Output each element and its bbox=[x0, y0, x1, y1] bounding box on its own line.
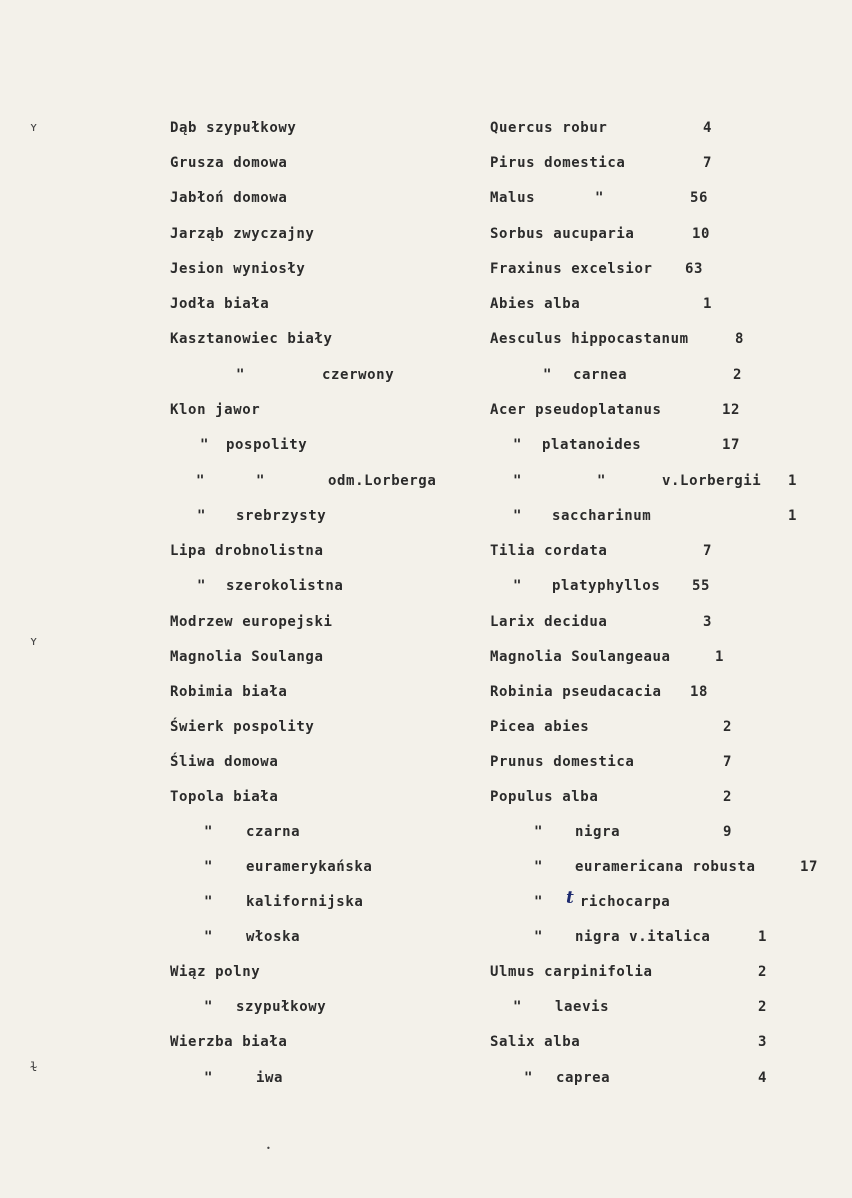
ditto-mark: " bbox=[513, 473, 523, 489]
latin-name: Pirus domestica bbox=[490, 155, 626, 171]
polish-name: Topola biała bbox=[170, 789, 279, 805]
ditto-mark: " bbox=[204, 894, 214, 910]
count: 17 bbox=[800, 859, 819, 875]
latin-name: Quercus robur bbox=[490, 120, 608, 136]
polish-name: Modrzew europejski bbox=[170, 614, 333, 630]
ditto-mark: " bbox=[543, 367, 553, 383]
ditto-mark: " bbox=[204, 859, 214, 875]
polish-name: Klon jawor bbox=[170, 402, 261, 418]
count: 7 bbox=[703, 155, 713, 171]
latin-name: Robinia pseudacacia bbox=[490, 684, 662, 700]
polish-name: Jarząb zwyczajny bbox=[170, 226, 315, 242]
latin-name: laevis bbox=[555, 999, 610, 1015]
latin-name: v.Lorbergii bbox=[662, 473, 762, 489]
polish-name: czerwony bbox=[322, 367, 395, 383]
ditto-mark: " bbox=[236, 367, 246, 383]
count: 2 bbox=[758, 999, 768, 1015]
latin-name: Acer pseudoplatanus bbox=[490, 402, 662, 418]
latin-name: Sorbus aucuparia bbox=[490, 226, 635, 242]
polish-name: Wierzba biała bbox=[170, 1034, 288, 1050]
latin-name: richocarpa bbox=[580, 894, 671, 910]
polish-name: kalifornijska bbox=[246, 894, 364, 910]
polish-name: Kasztanowiec biały bbox=[170, 331, 333, 347]
latin-name: saccharinum bbox=[552, 508, 652, 524]
latin-name: caprea bbox=[556, 1070, 611, 1086]
polish-name: odm.Lorberga bbox=[328, 473, 437, 489]
count: 1 bbox=[703, 296, 713, 312]
count: 1 bbox=[758, 929, 768, 945]
count: 17 bbox=[722, 437, 741, 453]
count: 1 bbox=[788, 473, 798, 489]
count: 9 bbox=[723, 824, 733, 840]
ditto-mark: " bbox=[597, 473, 607, 489]
latin-name: carnea bbox=[573, 367, 628, 383]
ditto-mark: " bbox=[513, 578, 523, 594]
polish-name: Śliwa domowa bbox=[170, 754, 279, 770]
ditto-mark: " bbox=[534, 824, 544, 840]
count: 4 bbox=[758, 1070, 768, 1086]
latin-name: Abies alba bbox=[490, 296, 581, 312]
count: 1 bbox=[788, 508, 798, 524]
polish-name: Wiąz polny bbox=[170, 964, 261, 980]
count: 7 bbox=[723, 754, 733, 770]
ditto-mark: " bbox=[534, 894, 544, 910]
polish-name: Grusza domowa bbox=[170, 155, 288, 171]
ditto-mark: " bbox=[524, 1070, 534, 1086]
count: 12 bbox=[722, 402, 741, 418]
ditto-mark: " bbox=[513, 999, 523, 1015]
polish-name: Robimia biała bbox=[170, 684, 288, 700]
polish-name: Dąb szypułkowy bbox=[170, 120, 297, 136]
latin-name: Ulmus carpinifolia bbox=[490, 964, 653, 980]
count: 55 bbox=[692, 578, 711, 594]
count: 8 bbox=[735, 331, 745, 347]
margin-mark: ɫ bbox=[30, 1060, 38, 1074]
latin-name: platanoides bbox=[542, 437, 642, 453]
page-dot: • bbox=[266, 1144, 271, 1153]
count: 4 bbox=[703, 120, 713, 136]
ditto-mark: " bbox=[595, 190, 605, 206]
count: 2 bbox=[723, 789, 733, 805]
margin-mark: ʏ bbox=[30, 634, 38, 648]
polish-name: euramerykańska bbox=[246, 859, 373, 875]
latin-name: euramericana robusta bbox=[575, 859, 756, 875]
latin-name: Aesculus hippocastanum bbox=[490, 331, 689, 347]
polish-name: srebrzysty bbox=[236, 508, 327, 524]
polish-name: Magnolia Soulanga bbox=[170, 649, 324, 665]
count: 18 bbox=[690, 684, 709, 700]
polish-name: czarna bbox=[246, 824, 301, 840]
latin-name: Fraxinus excelsior bbox=[490, 261, 653, 277]
latin-name: Prunus domestica bbox=[490, 754, 635, 770]
ditto-mark: " bbox=[204, 824, 214, 840]
polish-name: szypułkowy bbox=[236, 999, 327, 1015]
count: 56 bbox=[690, 190, 709, 206]
latin-name: Malus bbox=[490, 190, 536, 206]
polish-name: Lipa drobnolistna bbox=[170, 543, 324, 559]
count: 1 bbox=[715, 649, 725, 665]
latin-name: Magnolia Soulangeaua bbox=[490, 649, 671, 665]
polish-name: Jesion wyniosły bbox=[170, 261, 306, 277]
polish-name: iwa bbox=[256, 1070, 284, 1086]
ditto-mark: " bbox=[204, 999, 214, 1015]
latin-name: Populus alba bbox=[490, 789, 599, 805]
ditto-mark: " bbox=[256, 473, 266, 489]
count: 3 bbox=[758, 1034, 768, 1050]
polish-name: pospolity bbox=[226, 437, 308, 453]
polish-name: Jodła biała bbox=[170, 296, 270, 312]
ditto-mark: " bbox=[197, 508, 207, 524]
ditto-mark: " bbox=[197, 578, 207, 594]
latin-name: Salix alba bbox=[490, 1034, 581, 1050]
count: 63 bbox=[685, 261, 704, 277]
ditto-mark: " bbox=[534, 929, 544, 945]
count: 2 bbox=[723, 719, 733, 735]
ditto-mark: " bbox=[204, 1070, 214, 1086]
count: 2 bbox=[733, 367, 743, 383]
ditto-mark: " bbox=[196, 473, 206, 489]
latin-name: nigra v.italica bbox=[575, 929, 711, 945]
count: 3 bbox=[703, 614, 713, 630]
ditto-mark: " bbox=[513, 508, 523, 524]
margin-mark: ʏ bbox=[30, 120, 38, 134]
polish-name: Świerk pospolity bbox=[170, 719, 315, 735]
polish-name: szerokolistna bbox=[226, 578, 344, 594]
latin-name: Picea abies bbox=[490, 719, 590, 735]
ditto-mark: " bbox=[200, 437, 210, 453]
latin-name: nigra bbox=[575, 824, 621, 840]
handwritten-correction: t bbox=[566, 888, 575, 908]
polish-name: Jabłoń domowa bbox=[170, 190, 288, 206]
polish-name: włoska bbox=[246, 929, 301, 945]
count: 2 bbox=[758, 964, 768, 980]
count: 7 bbox=[703, 543, 713, 559]
ditto-mark: " bbox=[534, 859, 544, 875]
latin-name: platyphyllos bbox=[552, 578, 661, 594]
latin-name: Larix decidua bbox=[490, 614, 608, 630]
ditto-mark: " bbox=[513, 437, 523, 453]
count: 10 bbox=[692, 226, 711, 242]
latin-name: Tilia cordata bbox=[490, 543, 608, 559]
ditto-mark: " bbox=[204, 929, 214, 945]
